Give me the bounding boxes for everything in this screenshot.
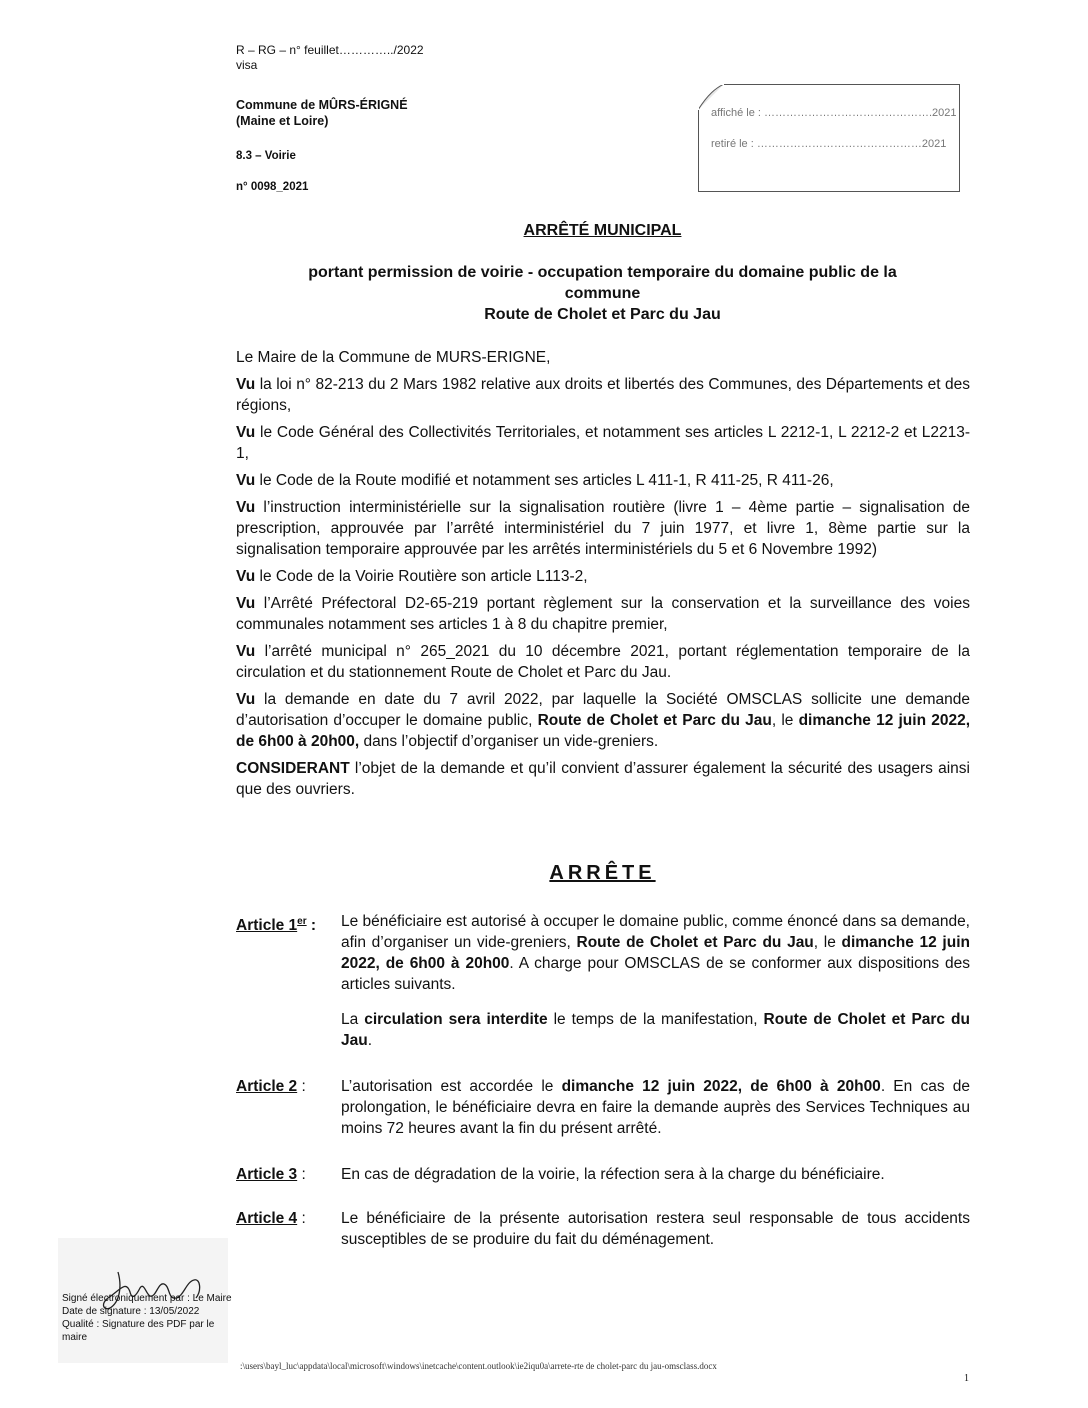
file-path: :\users\bayl_luc\appdata\local\microsoft\windows\inetcache\content.outlook\ie2iqu0a\arrete-rte de cholet-parc du jau-omsclass.docx [240,1361,717,1371]
display-stamp-box [698,84,960,192]
vu-paragraph: Vu le Code Général des Collectivités Territoriales, et notamment ses articles L 2212-1, L 2212-2 et L2213-1, [236,424,970,462]
considerant-paragraph: CONSIDERANT l’objet de la demande et qu’il convient d’assurer également la sécurité des usagers ainsi que des ouvriers. [236,760,970,798]
vu-paragraph: Vu la loi n° 82-213 du 2 Mars 1982 relative aux droits et libertés des Communes, des Départements et des régions, [236,376,970,414]
electronic-signature-text [62,1292,232,1344]
affiche-line: affiché le : ……………………………………….2021 [711,107,957,119]
reference-line: R – RG – n° feuillet…………../2022 [236,43,424,57]
article-1-text: Le bénéficiaire est autorisé à occuper le domaine public, comme énoncé dans sa demande, afin d’organiser un vide-greniers, Route de Cholet et Parc du Jau, le dimanche 12 juin 2022, de 6h00 à 20h00. A charge pour OMSCLAS de se conformer aux dispositions des articles suivants. [341,913,970,993]
vu-paragraph: Vu l’arrêté municipal n° 265_2021 du 10 décembre 2021, portant réglementation temporaire de la circulation et du stationnement Route de Cholet et Parc du Jau. [236,643,970,681]
arrete-number: n° 0098_2021 [236,181,309,193]
arrete-heading: ARRÊTE [549,862,656,884]
document-title: ARRÊTÉ MUNICIPAL [523,222,682,239]
intro-paragraph: Le Maire de la Commune de MURS-ERIGNE, [236,349,551,366]
category-label: 8.3 – Voirie [236,150,296,162]
article-1-paragraph-2: La circulation sera interdite le temps de la manifestation, Route de Cholet et Parc du Jau. [341,1011,970,1049]
article-3-text: En cas de dégradation de la voirie, la réfection sera à la charge du bénéficiaire. [341,1166,885,1183]
page-fold-icon [698,84,724,110]
article-2-text: L’autorisation est accordée le dimanche 12 juin 2022, de 6h00 à 20h00. En cas de prolongation, le bénéficiaire devra en faire la demande auprès des Services Techniques au moins 72 heures avant la fin du présent arrêté. [341,1078,970,1137]
article-3-label: Article 3 : [236,1166,306,1183]
commune-name: Commune de MÛRS-ÉRIGNÉ [236,98,408,112]
vu-paragraph: Vu l’instruction interministérielle sur la signalisation routière (livre 1 – 4ème partie – signalisation de prescription, approuvée par l’arrêté interministériel du 7 juin 1977, et livre 1, 8ème partie sur la signalisation temporaire approuvée par les arrêtés interministériels du 5 et 6 Novembre 1992) [236,499,970,558]
signature-quality: Qualité : Signature des PDF par le maire [62,1319,215,1343]
article-4-text: Le bénéficiaire de la présente autorisation restera seul responsable de tous accidents susceptibles de se produire du fait du déménagement. [341,1210,970,1248]
vu-paragraph: Vu la demande en date du 7 avril 2022, par laquelle la Société OMSCLAS sollicite une demande d’autorisation d’occuper le domaine public, Route de Cholet et Parc du Jau, le dimanche 12 juin 2022, de 6h00 à 20h00, dans l’objectif d’organiser un vide-greniers. [236,691,970,750]
vu-paragraph: Vu le Code de la Voirie Routière son article L113-2, [236,568,588,585]
retire-line: retiré le : ………………………………………2021 [711,138,947,150]
signature-signer: Signé électroniquement par : Le Maire [62,1293,232,1304]
subtitle-line-1: portant permission de voirie - occupation temporaire du domaine public de la [308,264,897,281]
article-2-label: Article 2 : [236,1078,306,1095]
visa-label: visa [236,58,258,72]
vu-paragraph: Vu l’Arrêté Préfectoral D2-65-219 portant règlement sur la conservation et la surveillance des voies communales notamment ses articles 1 à 8 du chapitre premier, [236,595,970,633]
page-number: 1 [964,1373,969,1384]
article-1-label: Article 1er : [236,916,317,935]
signature-date: Date de signature : 13/05/2022 [62,1306,200,1317]
preamble [236,347,970,806]
department-name: (Maine et Loire) [236,114,329,128]
subtitle-line-3: Route de Cholet et Parc du Jau [484,306,721,323]
subtitle-line-2: commune [564,285,641,302]
vu-paragraph: Vu le Code de la Route modifié et notamment ses articles L 411-1, R 411-25, R 411-26, [236,472,834,489]
article-4-label: Article 4 : [236,1210,306,1227]
